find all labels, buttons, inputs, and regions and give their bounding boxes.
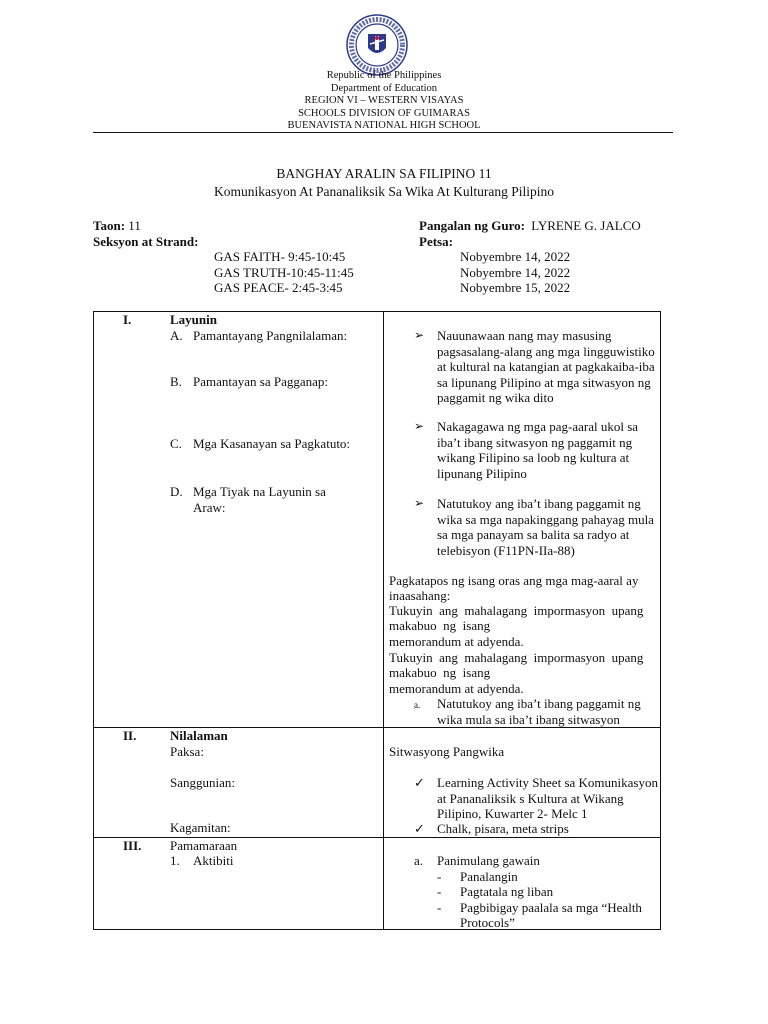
header-department: Department of Education <box>330 82 438 94</box>
taon-value: 11 <box>128 218 141 233</box>
check1-line: Pilipino, Kuwarter 2- Melc 1 <box>437 806 588 821</box>
paksa-value: Sitwasyong Pangwika <box>389 744 505 759</box>
objective-para-line: memorandum at adyenda. <box>389 681 524 696</box>
dash-item: Panalangin <box>460 868 518 884</box>
guro-value: LYRENE G. JALCO <box>531 218 641 233</box>
objective-para-line: makabuo ng isang <box>389 618 491 633</box>
item-c-text: Mga Kasanayan sa Pagkatuto: <box>193 436 351 451</box>
aktibiti-number: 1. <box>170 853 180 868</box>
objective-para-line: makabuo ng isang <box>389 665 491 680</box>
bullet3-line: wika sa mga napakinggang pahayag mula <box>437 511 654 527</box>
bullet3-line: Natutukoy ang iba’t ibang paggamit ng <box>437 496 641 511</box>
checkmark-icon: ✓ <box>414 821 425 836</box>
header-republic: Republic of the Philippines <box>326 70 442 81</box>
table-border-right <box>660 311 661 930</box>
arrow-bullet-icon: ➢ <box>414 419 425 433</box>
objective-para-line: Tukuyin ang mahalagang impormasyon upang <box>389 603 644 618</box>
bullet1-line: pagsasalang-alang ang mga lingguwistiko <box>437 343 655 359</box>
bullet1-line: Nauunawaan nang may masusing <box>437 328 612 343</box>
sub-a-line: Natutukoy ang iba’t ibang paggamit ng <box>437 696 641 711</box>
lesson-title: BANGHAY ARALIN SA FILIPINO 11 <box>276 166 492 181</box>
table-border-left <box>93 311 94 930</box>
panimula-letter: a. <box>414 853 424 868</box>
objective-para-line: Pagkatapos ng isang oras ang mga mag-aaral ay <box>389 573 639 588</box>
bullet2-line: wikang Filipino sa loob ng kultura at <box>437 450 630 465</box>
item-d-text: Mga Tiyak na Layunin sa <box>193 484 326 499</box>
item-d-letter: D. <box>170 484 183 499</box>
objective-para-line: memorandum at adyenda. <box>389 634 524 649</box>
header-divider <box>93 132 673 133</box>
date-truth: Nobyembre 14, 2022 <box>460 264 571 280</box>
item-a-letter: A. <box>170 328 183 343</box>
taon-label: Taon: <box>93 218 126 233</box>
aktibiti-label: Aktibiti <box>193 853 234 868</box>
bullet1-line: at kultural na katangian at pagkakaiba-iba <box>437 359 655 374</box>
bullet2-line: Nakagagawa ng mga pag-aaral ukol sa <box>437 419 639 434</box>
sub-a-letter: a. <box>414 700 421 710</box>
sanggunian-label: Sanggunian: <box>170 775 235 790</box>
row3-heading: Pamamaraan <box>170 838 238 853</box>
dash-bullet: - <box>437 884 442 899</box>
taon-line <box>93 218 141 234</box>
check1-line: Learning Activity Sheet sa Komunikasyon <box>437 775 658 790</box>
bullet3-line: sa mga panayam sa balita sa radyo at <box>437 527 630 542</box>
arrow-bullet-icon: ➢ <box>414 328 425 342</box>
guro-label: Pangalan ng Guro: <box>419 218 525 233</box>
check2-line: Chalk, pisara, meta strips <box>437 821 569 836</box>
item-a-text: Pamantayang Pangnilalaman: <box>193 328 348 343</box>
lesson-subtitle: Komunikasyon At Pananaliksik Sa Wika At Kulturang Pilipino <box>213 184 555 199</box>
section-truth: GAS TRUTH-10:45-11:45 <box>214 264 354 280</box>
section-peace: GAS PEACE- 2:45-3:45 <box>214 280 343 295</box>
deped-seal-icon <box>346 14 408 76</box>
objective-para-line: inaasahang: <box>389 588 451 603</box>
sub-a-line: wika mula sa iba’t ibang sitwasyon <box>437 711 620 727</box>
date-peace: Nobyembre 15, 2022 <box>460 280 571 295</box>
panimula-text: Panimulang gawain <box>437 853 540 868</box>
bullet2-line: iba’t ibang sitwasyon ng paggamit ng <box>437 434 633 450</box>
check1-line: at Pananaliksik s Kultura at Wikang <box>437 790 624 806</box>
dash-bullet: - <box>437 900 442 915</box>
row1-numeral: I. <box>123 312 132 327</box>
section-faith: GAS FAITH- 9:45-10:45 <box>214 249 346 264</box>
bullet1-line: paggamit ng wika dito <box>437 390 554 405</box>
dash-item: Pagtatala ng liban <box>460 884 554 899</box>
item-c-letter: C. <box>170 436 182 451</box>
arrow-bullet-icon: ➢ <box>414 496 425 510</box>
date-faith: Nobyembre 14, 2022 <box>460 249 571 264</box>
bullet3-line: telebisyon (F11PN-IIa-88) <box>437 542 575 558</box>
checkmark-icon: ✓ <box>414 775 425 790</box>
kagamitan-label: Kagamitan: <box>170 820 231 835</box>
row2-heading: Nilalaman <box>170 728 228 743</box>
table-border-bottom <box>93 929 661 930</box>
row2-numeral: II. <box>123 728 137 743</box>
row1-heading: Layunin <box>170 312 217 327</box>
header-region: REGION VI – WESTERN VISAYAS <box>304 95 464 107</box>
seksyon-label: Seksyon at Strand: <box>93 233 199 249</box>
item-b-text: Pamantayan sa Pagganap: <box>193 374 329 389</box>
row3-numeral: III. <box>123 838 142 853</box>
dash-item: Pagbibigay paalala sa mga “Health <box>460 900 642 915</box>
header-school: BUENAVISTA NATIONAL HIGH SCHOOL <box>287 120 481 132</box>
header-division: SCHOOLS DIVISION OF GUIMARAS <box>298 107 470 119</box>
paksa-label: Paksa: <box>170 744 204 759</box>
objective-para-line: Tukuyin ang mahalagang impormasyon upang <box>389 650 644 665</box>
table-column-divider <box>383 311 384 930</box>
dash-item-cont: Protocols” <box>460 914 515 930</box>
bullet1-line: sa lipunang Pilipino at mga sitwasyon ng <box>437 374 651 390</box>
item-d-text-cont: Araw: <box>193 499 226 515</box>
item-b-letter: B. <box>170 374 182 389</box>
bullet2-line: lipunang Pilipino <box>437 465 527 481</box>
petsa-label: Petsa: <box>419 233 453 249</box>
dash-bullet: - <box>437 868 442 884</box>
guro-line <box>419 218 641 234</box>
